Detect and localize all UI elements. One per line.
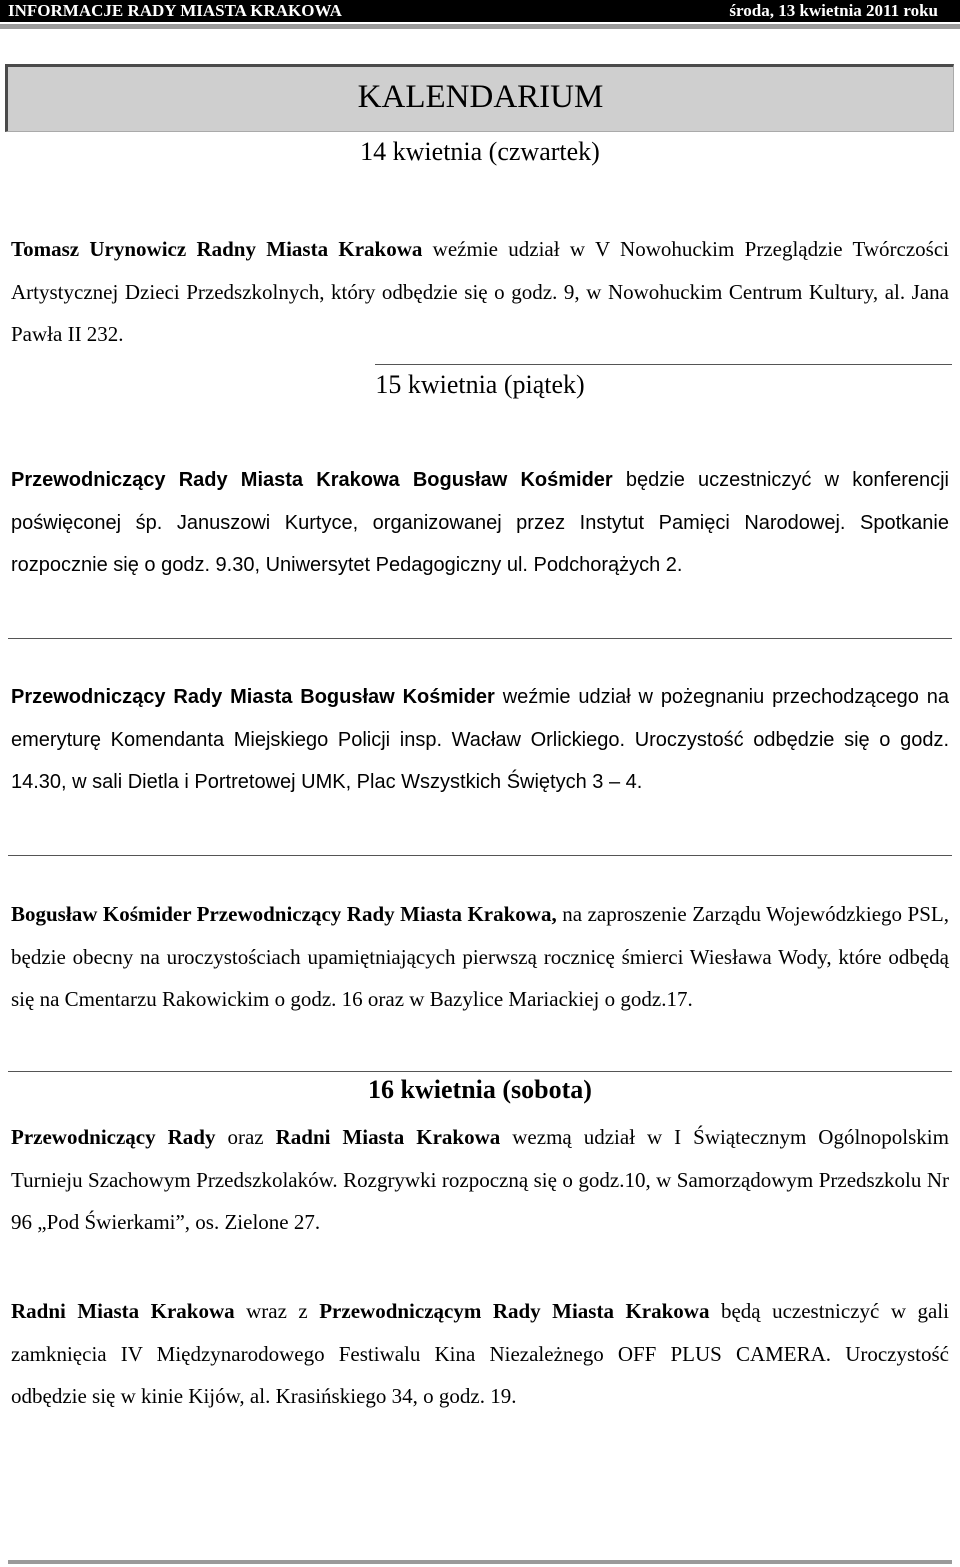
event-paragraph-6 (11, 1290, 949, 1418)
event-4-people: Bogusław Kośmider Przewodniczący Rady Miasta Krakowa, (11, 902, 557, 926)
event-6-text: będą uczestniczyć w gali zamknięcia IV Międzynarodowego Festiwalu Kina Niezależnego OFF PLUS CAMERA. Uroczystość odbędzie się w kinie Kijów, al. Krasińskiego 34, o godz. 19. (11, 1299, 949, 1408)
event-2-people: Przewodniczący Rady Miasta Krakowa Bogusław Kośmider (11, 469, 613, 491)
event-6-connector: wraz z (234, 1299, 320, 1323)
event-6-people: Radni Miasta Krakowa (11, 1299, 235, 1323)
banner-title: KALENDARIUM (357, 79, 604, 115)
header-publication-title: INFORMACJE RADY MIASTA KRAKOWA (8, 1, 342, 20)
event-5-connector: oraz (215, 1125, 276, 1149)
event-1-text: weźmie udział w V Nowohuckim Przeglądzie Twórczości Artystycznej Dzieci Przedszkolnych, który odbędzie się o godz. 9, w Nowohuckim Centrum Kultury, al. Jana Pawła II 232. (11, 237, 949, 346)
event-5-people: Przewodniczący Rady (11, 1125, 216, 1149)
footer-divider (8, 1560, 952, 1564)
event-paragraph-3 (11, 676, 949, 804)
header-divider (0, 24, 960, 29)
day-heading-15: 15 kwietnia (piątek) (375, 370, 585, 399)
event-6-people-2: Przewodniczącym Rady Miasta Krakowa (319, 1299, 710, 1323)
section-banner (5, 64, 954, 132)
event-paragraph-5 (11, 1116, 949, 1244)
event-2-text: będzie uczestniczyć w konferencji poświęconej śp. Januszowi Kurtyce, organizowanej przez Instytut Pamięci Narodowej. Spotkanie rozpocznie się o godz. 9.30, Uniwersytet Pedagogiczny ul. Podchorążych 2. (11, 469, 949, 576)
separator-rule (8, 855, 952, 856)
separator-rule (8, 1071, 952, 1072)
event-1-people: Tomasz Urynowicz Radny Miasta Krakowa (11, 237, 423, 261)
event-paragraph-2 (11, 459, 949, 587)
event-3-text: weźmie udział w pożegnaniu przechodzącego na emeryturę Komendanta Miejskiego Policji insp. Wacław Orlickiego. Uroczystość odbędzie się o godz. 14.30, w sali Dietla i Portretowej UMK, Plac Wszystkich Świętych 3 – 4. (11, 686, 949, 793)
event-4-text: na zaproszenie Zarządu Wojewódzkiego PSL, będzie obecny na uroczystościach upamiętniających pierwszą rocznicę śmierci Wiesława Wody, które odbędą się na Cmentarzu Rakowickim o godz. 16 oraz w Bazylice Mariackiej o godz.17. (11, 902, 949, 1011)
separator-rule (8, 638, 952, 639)
event-5-text: wezmą udział w I Świątecznym Ogólnopolskim Turnieju Szachowym Przedszkolaków. Rozgrywki rozpoczną się o godz.10, w Samorządowym Przedszkolu Nr 96 „Pod Świerkami”, os. Zielone 27. (11, 1125, 949, 1234)
day-heading-16: 16 kwietnia (sobota) (368, 1075, 592, 1104)
event-paragraph-1 (11, 228, 949, 356)
separator-rule (375, 364, 952, 365)
day-heading-14: 14 kwietnia (czwartek) (360, 137, 600, 166)
page-header (0, 0, 960, 22)
event-paragraph-4 (11, 893, 949, 1021)
event-5-people-2: Radni Miasta Krakowa (275, 1125, 501, 1149)
event-3-people: Przewodniczący Rady Miasta Bogusław Kośmider (11, 686, 495, 708)
header-date: środa, 13 kwietnia 2011 roku (729, 1, 938, 20)
